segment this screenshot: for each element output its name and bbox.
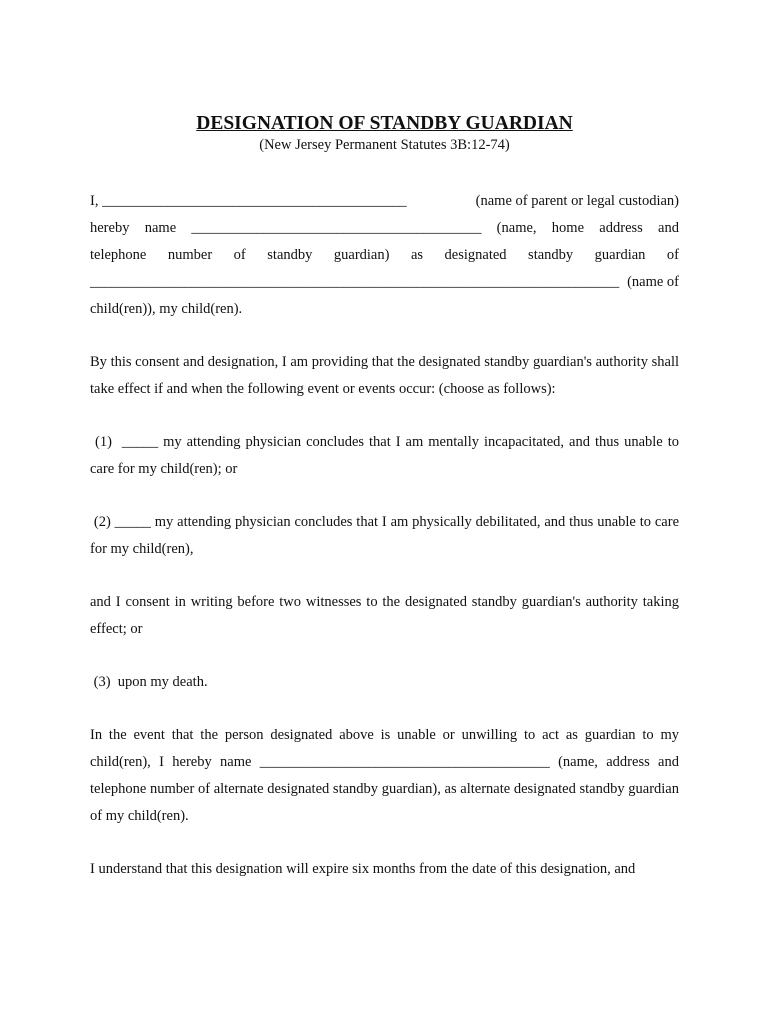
guardian-name-line: hereby name ________________________________________ (name, home address and [90, 220, 679, 236]
witness-consent-paragraph: and I consent in writing before two witnesses to the designated standby guardian's authority taking effect; or [90, 594, 679, 637]
parent-name-line [90, 188, 679, 215]
option-physical-debilitation: (2) _____ my attending physician concludes that I am physically debilitated, and thus unable to care for my child(ren), [90, 514, 683, 557]
designation-paragraph [90, 188, 679, 323]
child-name-blank: _________________________________________________________________________ [90, 274, 620, 290]
expiration-paragraph: I understand that this designation will expire six months from the date of this designation, and [90, 861, 636, 877]
option-mental-incapacity: (1) _____ my attending physician concludes that I am mentally incapacitated, and thus unable to care for my child(ren); or [90, 434, 683, 477]
child-name-label: (name of [627, 274, 679, 290]
document-subtitle: (New Jersey Permanent Statutes 3B:12-74) [259, 137, 510, 153]
consent-paragraph: By this consent and designation, I am providing that the designated standby guardian's authority shall take effect if and when the following event or events occur: (choose as follows): [90, 354, 679, 397]
alternate-guardian-paragraph: In the event that the person designated above is unable or unwilling to act as guardian to my child(ren), I hereby name ________________________________________ (name, address and telephone number of alternate designated standby guardian), as alternate designated standby guardian of my child(ren). [90, 727, 679, 824]
parent-name-label: (name of parent or legal custodian) [475, 193, 679, 209]
parent-name-blank: I, __________________________________________ [90, 193, 407, 209]
guardian-phone-line: telephone number of standby guardian) as designated standby guardian of [90, 247, 679, 263]
document-page [90, 112, 683, 883]
document-title: DESIGNATION OF STANDBY GUARDIAN [196, 113, 573, 134]
child-name-line [90, 269, 679, 296]
option-death: (3) upon my death. [90, 674, 208, 690]
child-name-line-end: child(ren)), my child(ren). [90, 301, 243, 317]
